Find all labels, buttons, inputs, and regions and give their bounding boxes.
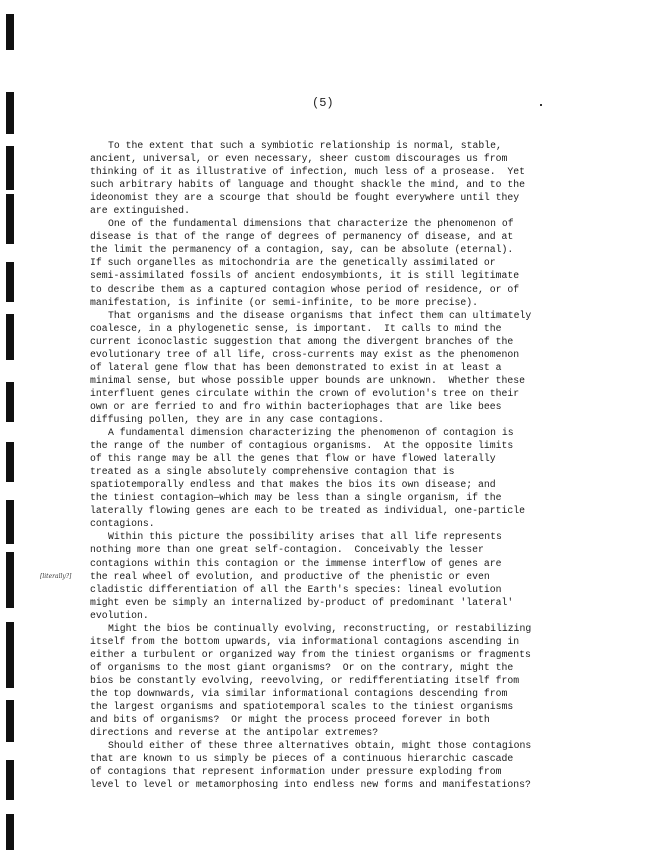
paragraph — [90, 739, 531, 791]
text-line: That organisms and the disease organisms that infect them can ultimately — [108, 309, 532, 321]
paragraph — [90, 309, 531, 426]
text-line: coalesce, in a phylogenetic sense, is important. It calls to mind the — [90, 322, 502, 334]
text-line: ancient, universal, or even necessary, sheer custom discourages us from — [90, 153, 508, 165]
text-line: semi-assimilated fossils of ancient endosymbionts, it is still legitimate — [90, 270, 520, 282]
text-line: own or are ferried to and fro within bacteriophages that are like bees — [90, 400, 502, 412]
text-line: treated as a single absolutely comprehensive contagion that is — [90, 466, 455, 478]
body-text — [90, 139, 531, 791]
text-line: of organisms to the most giant organisms? Or on the contrary, might the — [90, 661, 514, 673]
stray-mark — [540, 104, 542, 106]
punch-mark — [6, 500, 14, 544]
text-line: to describe them as a captured contagion whose period of residence, or of — [90, 283, 520, 295]
paragraph — [90, 622, 531, 739]
punch-mark — [6, 194, 14, 244]
punch-mark — [6, 442, 14, 482]
text-line: and bits of organisms? Or might the process proceed forever in both — [90, 714, 490, 726]
text-line: might even be simply an internalized by-product of predominant 'lateral' — [90, 596, 514, 608]
text-line: contagions within this contagion or the immense interflow of genes are — [90, 557, 502, 569]
handwritten-annotation: [literally?] — [40, 573, 72, 580]
punch-mark — [6, 382, 14, 422]
text-line: A fundamental dimension characterizing the phenomenon of contagion is — [108, 427, 514, 439]
punch-mark — [6, 92, 14, 134]
text-line: evolution. — [90, 609, 149, 621]
text-line: minimal sense, but whose possible upper bounds are unknown. Whether these — [90, 374, 526, 386]
text-line: of lateral gene flow that has been demonstrated to exist in at least a — [90, 361, 502, 373]
text-line: of this range may be all the genes that flow or have flowed laterally — [90, 453, 496, 465]
text-line: Within this picture the possibility arises that all life represents — [108, 531, 502, 543]
paragraph — [90, 139, 531, 217]
text-line: the range of the number of contagious organisms. At the opposite limits — [90, 440, 514, 452]
punch-mark — [6, 262, 14, 302]
text-line: the largest organisms and spatiotemporal scales to the tiniest organisms — [90, 701, 514, 713]
text-line: If such organelles as mitochondria are the genetically assimilated or — [90, 257, 496, 269]
text-line: laterally flowing genes are each to be treated as individual, one-particle — [90, 505, 526, 517]
text-line: nothing more than one great self-contagion. Conceivably the lesser — [90, 544, 484, 556]
text-line: that are known to us simply be pieces of a continuous hierarchic cascade — [90, 753, 514, 765]
text-line: Should either of these three alternatives obtain, might those contagions — [108, 740, 532, 752]
text-line: spatiotemporally endless and that makes the bios its own disease; and — [90, 479, 496, 491]
text-line: itself from the bottom upwards, via informational contagions ascending in — [90, 635, 520, 647]
text-line: contagions. — [90, 518, 155, 530]
text-line: disease is that of the range of degrees of permanency of disease, and at — [90, 231, 514, 243]
text-line: diffusing pollen, they are in any case contagions. — [90, 413, 384, 425]
punch-mark — [6, 314, 14, 360]
text-line: To the extent that such a symbiotic relationship is normal, stable, — [108, 140, 502, 151]
text-line: directions and reverse at the antipolar extremes? — [90, 727, 379, 739]
text-line: interfluent genes circulate within the crown of evolution's tree on their — [90, 387, 520, 399]
text-line: One of the fundamental dimensions that characterize the phenomenon of — [108, 218, 514, 230]
punch-mark — [6, 814, 14, 850]
punch-mark — [6, 760, 14, 800]
text-line: of contagions that represent information under pressure exploding from — [90, 766, 502, 778]
paragraph — [90, 530, 531, 621]
paragraph — [90, 426, 531, 530]
text-line: thinking of it as illustrative of infection, much less of a prosease. Yet — [90, 166, 526, 178]
punch-mark — [6, 552, 14, 608]
text-line: the top downwards, via similar informational contagions descending from — [90, 687, 508, 699]
text-line: cladistic differentiation of all the Earth's species: lineal evolution — [90, 583, 502, 595]
text-line: evolutionary tree of all life, cross-currents may exist as the phenomenon — [90, 348, 520, 360]
punch-mark — [6, 146, 14, 190]
punch-mark — [6, 700, 14, 742]
text-line: either a turbulent or organized way from the tiniest organisms or fragments — [90, 648, 531, 660]
text-line: Might the bios be continually evolving, reconstructing, or restabilizing — [108, 622, 532, 634]
text-line: ideonomist they are a scourge that should be fought everywhere until they — [90, 192, 520, 204]
text-line: the limit the permanency of a contagion, say, can be absolute (eternal). — [90, 244, 514, 256]
text-line: bios be constantly evolving, reevolving, or redifferentiating itself from — [90, 674, 520, 686]
text-line: the tiniest contagion—which may be less than a single organism, if the — [90, 492, 502, 504]
text-line: are extinguished. — [90, 205, 190, 217]
text-line: manifestation, is infinite (or semi-infinite, to be more precise). — [90, 296, 479, 308]
punch-mark — [6, 622, 14, 688]
text-line: current iconoclastic suggestion that among the divergent branches of the — [90, 335, 514, 347]
punch-mark — [6, 14, 14, 50]
text-line: level to level or metamorphosing into endless new forms and manifestations? — [90, 779, 531, 791]
text-line: the real wheel of evolution, and productive of the phenistic or even — [90, 570, 490, 582]
paragraph — [90, 217, 531, 308]
text-line: such arbitrary habits of language and thought shackle the mind, and to the — [90, 179, 526, 191]
page-number: (5) — [312, 96, 334, 110]
